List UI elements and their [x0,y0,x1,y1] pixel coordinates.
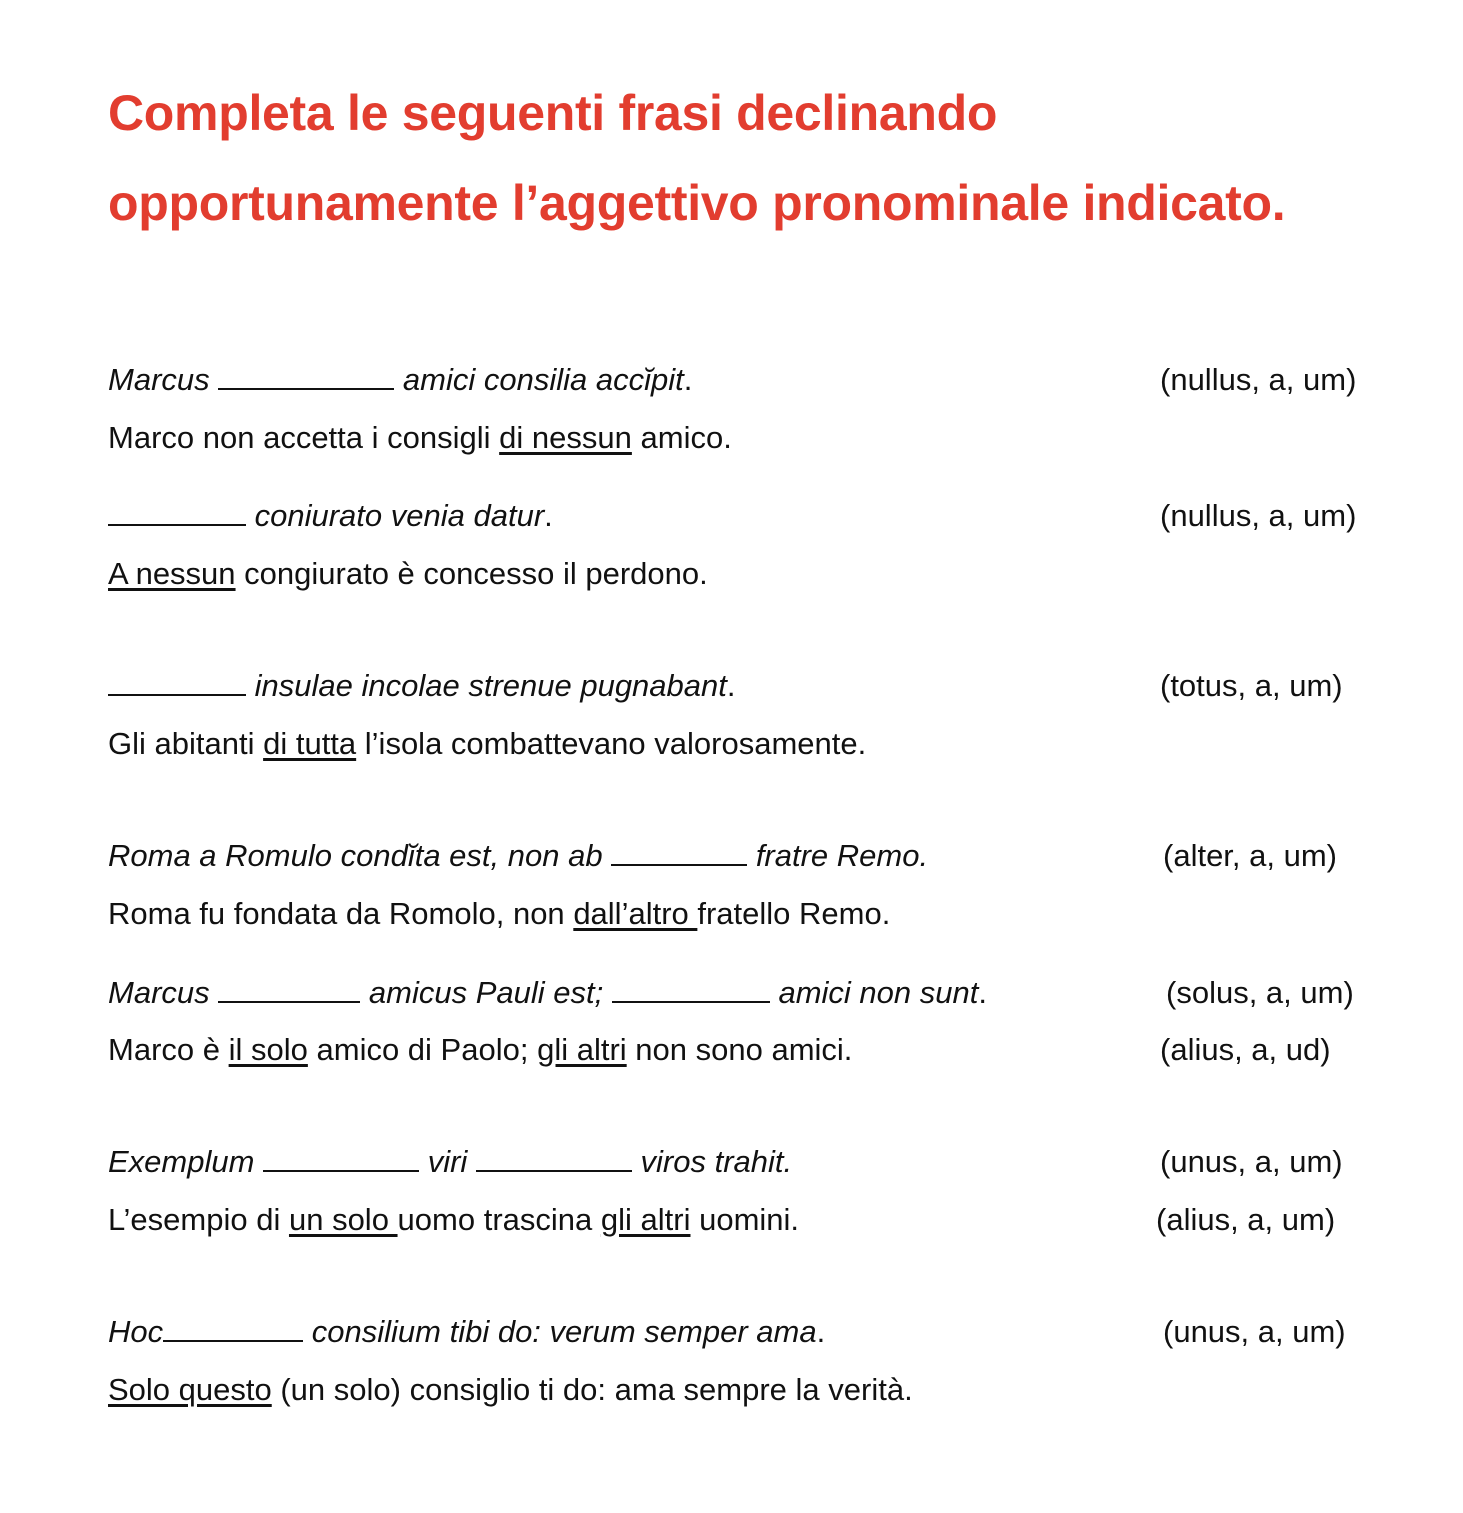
blank-3a [108,670,246,696]
latin-sentence-7: Hoc consilium tibi do: verum semper ama. [108,1314,826,1349]
hint-2: (nullus, a, um) [1160,498,1357,533]
hint-5b: (alius, a, ud) [1160,1032,1331,1067]
hint-7: (unus, a, um) [1163,1314,1346,1349]
underlined-answer: il solo [228,1032,308,1067]
exercise-title [108,68,1448,248]
hint-5a: (solus, a, um) [1166,975,1354,1010]
blank-6a [263,1146,419,1172]
underlined-answer: un solo [288,1202,398,1237]
latin-sentence-4: Roma a Romulo condĭta est, non ab fratre Remo. [108,838,929,873]
italian-translation-1: Marco non accetta i consigli di nessun amico. [108,420,732,455]
italian-translation-2: A nessun congiurato è concesso il perdono. [108,556,708,591]
blank-5a [218,977,360,1003]
blank-1a [218,364,394,390]
latin-sentence-2: coniurato venia datur. [108,496,553,536]
blank-4a [611,840,747,866]
hint-1: (nullus, a, um) [1160,362,1357,397]
italian-translation-4: Roma fu fondata da Romolo, non dall’altro fratello Remo. [108,896,891,931]
underlined-answer: gli altri [600,1202,691,1237]
hint-6a: (unus, a, um) [1160,1144,1343,1179]
title-line-1: Completa le seguenti frasi declinando [108,85,998,141]
blank-6b [476,1146,632,1172]
italian-translation-5: Marco è il solo amico di Paolo; gli altri non sono amici. [108,1032,853,1067]
blank-7a [163,1316,303,1342]
underlined-answer: dall’altro [573,896,698,931]
blank-2a [108,500,246,526]
underlined-answer: Solo questo [108,1372,272,1407]
latin-sentence-5: Marcus amicus Pauli est; amici non sunt. [108,975,987,1010]
hint-4: (alter, a, um) [1163,838,1337,873]
underlined-answer: A nessun [108,556,236,591]
latin-sentence-3: insulae incolae strenue pugnabant. [108,666,736,706]
underlined-answer: gli altri [537,1032,627,1067]
underlined-answer: di tutta [263,726,357,761]
title-line-2: opportunamente l’aggettivo pronominale indicato. [108,175,1286,231]
italian-translation-7: Solo questo (un solo) consiglio ti do: ama sempre la verità. [108,1372,913,1407]
italian-translation-6: L’esempio di un solo uomo trascina gli altri uomini. [108,1202,800,1237]
hint-6b: (alius, a, um) [1156,1202,1336,1237]
underlined-answer: di nessun [499,420,632,455]
italian-translation-3: Gli abitanti di tutta l’isola combattevano valorosamente. [108,726,867,761]
latin-sentence-1: Marcus amici consilia accĭpit. [108,362,693,397]
hint-3: (totus, a, um) [1160,668,1343,703]
blank-5b [612,977,770,1003]
latin-sentence-6: Exemplum viri viros trahit. [108,1144,793,1179]
